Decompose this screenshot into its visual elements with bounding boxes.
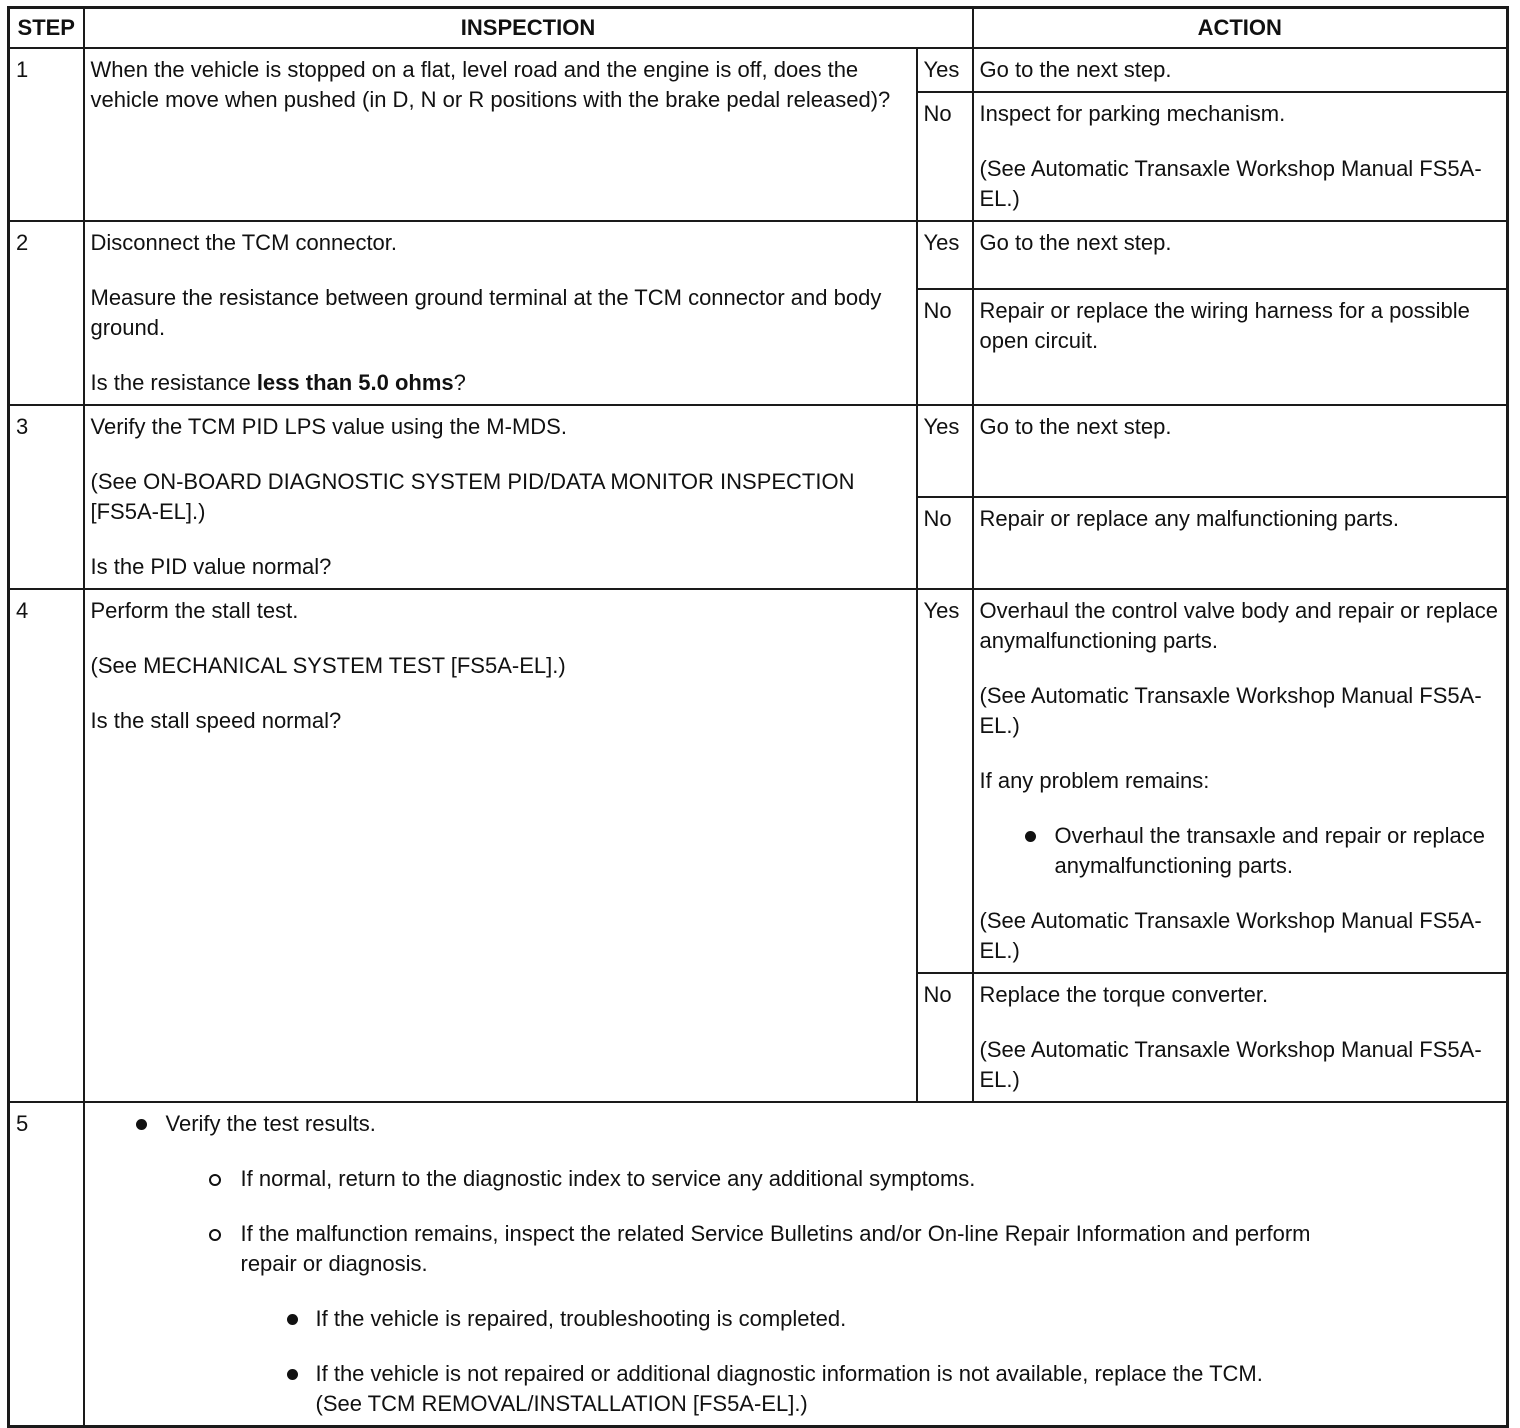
inspection-text: Measure the resistance between ground terminal at the TCM connector and body ground. (90, 285, 882, 340)
inspection-reference: (See MECHANICAL SYSTEM TEST [FS5A-EL].) (90, 653, 566, 678)
sub-sub-bullet-text: If the vehicle is repaired, troubleshooting is completed. (315, 1306, 847, 1331)
inspection-reference: (See ON-BOARD DIAGNOSTIC SYSTEM PID/DATA MONITOR INSPECTION [FS5A-EL].) (90, 469, 855, 524)
step-number: 5 (9, 1102, 84, 1427)
action-reference: (See Automatic Transaxle Workshop Manual FS5A-EL.) (979, 908, 1482, 963)
no-label: No (917, 92, 973, 221)
action-cell (973, 973, 1508, 1102)
step-5-row (9, 1102, 1508, 1427)
no-label: No (917, 289, 973, 405)
hollow-bullet-icon (209, 1174, 221, 1186)
sub-bullet-item (91, 1219, 1501, 1279)
sub-sub-bullet-reference: (See TCM REMOVAL/INSTALLATION [FS5A-EL].) (315, 1391, 808, 1416)
sub-bullet-text: If the malfunction remains, inspect the related Service Bulletins and/or On-line Repair Information and perform repair or diagnosis. (240, 1221, 1311, 1276)
inspection-text: When the vehicle is stopped on a flat, level road and the engine is off, does the vehicle move when pushed (in D, N or R positions with the brake pedal released)? (90, 57, 891, 112)
action-text: Replace the torque converter. (979, 982, 1269, 1007)
step-2-yes-row (9, 221, 1508, 289)
action-text: Repair or replace the wiring harness for a possible open circuit. (979, 297, 1470, 353)
step-4-yes-row (9, 589, 1508, 973)
yes-label: Yes (917, 405, 973, 497)
bullet-icon (287, 1369, 298, 1380)
question-suffix: ? (453, 370, 466, 395)
step-number: 1 (9, 48, 84, 221)
action-cell (973, 48, 1508, 92)
inspection-question (91, 368, 910, 398)
action-text: Go to the next step. (979, 414, 1172, 439)
troubleshooting-table (7, 6, 1509, 1428)
inspection-text: Disconnect the TCM connector. (90, 230, 398, 255)
action-cell (973, 289, 1508, 405)
bullet-text: Overhaul the transaxle and repair or replace anymalfunctioning parts. (1054, 823, 1485, 878)
action-text: Go to the next step. (979, 230, 1172, 255)
sub-sub-bullet-text: If the vehicle is not repaired or additional diagnostic information is not available, replace the TCM. (315, 1361, 1263, 1386)
inspection-question: Is the stall speed normal? (90, 708, 342, 733)
action-text: Go to the next step. (979, 57, 1172, 82)
step-header: STEP (9, 8, 84, 49)
sub-sub-bullet-item (91, 1304, 1501, 1334)
inspection-question: Is the PID value normal? (90, 554, 332, 579)
question-threshold: less than 5.0 ohms (256, 370, 454, 395)
action-header: ACTION (973, 8, 1508, 49)
action-reference: (See Automatic Transaxle Workshop Manual FS5A-EL.) (979, 1037, 1482, 1092)
step-1-yes-row (9, 48, 1508, 92)
bullet-item (980, 821, 1501, 881)
inspection-text: Perform the stall test. (90, 598, 299, 623)
action-cell (973, 497, 1508, 589)
step-number: 3 (9, 405, 84, 589)
step-5-content (84, 1102, 1508, 1427)
question-prefix: Is the resistance (90, 370, 257, 395)
hollow-bullet-icon (209, 1229, 221, 1241)
header-row (9, 8, 1508, 49)
yes-label: Yes (917, 589, 973, 973)
inspection-cell (84, 48, 917, 221)
sub-bullet-item (91, 1164, 1501, 1194)
bullet-icon (136, 1119, 147, 1130)
inspection-text: Verify the TCM PID LPS value using the M-MDS. (90, 414, 567, 439)
inspection-cell (84, 589, 917, 1102)
step-number: 4 (9, 589, 84, 1102)
action-reference: (See Automatic Transaxle Workshop Manual FS5A-EL.) (979, 156, 1482, 211)
sub-sub-bullet-item (91, 1359, 1501, 1419)
bullet-item (91, 1109, 1501, 1139)
action-cell (973, 221, 1508, 289)
bullet-icon (287, 1314, 298, 1325)
action-text: Overhaul the control valve body and repair or replace anymalfunctioning parts. (979, 598, 1499, 653)
step-3-yes-row (9, 405, 1508, 497)
action-cell (973, 92, 1508, 221)
bullet-icon (1025, 831, 1036, 842)
action-reference: (See Automatic Transaxle Workshop Manual FS5A-EL.) (979, 683, 1482, 738)
yes-label: Yes (917, 221, 973, 289)
inspection-cell (84, 221, 917, 405)
action-cell (973, 405, 1508, 497)
inspection-cell (84, 405, 917, 589)
no-label: No (917, 497, 973, 589)
bullet-text: Verify the test results. (165, 1111, 376, 1136)
action-text: Inspect for parking mechanism. (979, 101, 1286, 126)
action-cell (973, 589, 1508, 973)
no-label: No (917, 973, 973, 1102)
step-number: 2 (9, 221, 84, 405)
action-text: Repair or replace any malfunctioning parts. (979, 506, 1399, 531)
yes-label: Yes (917, 48, 973, 92)
sub-bullet-text: If normal, return to the diagnostic index to service any additional symptoms. (240, 1166, 976, 1191)
inspection-header: INSPECTION (84, 8, 973, 49)
action-text: If any problem remains: (979, 768, 1210, 793)
